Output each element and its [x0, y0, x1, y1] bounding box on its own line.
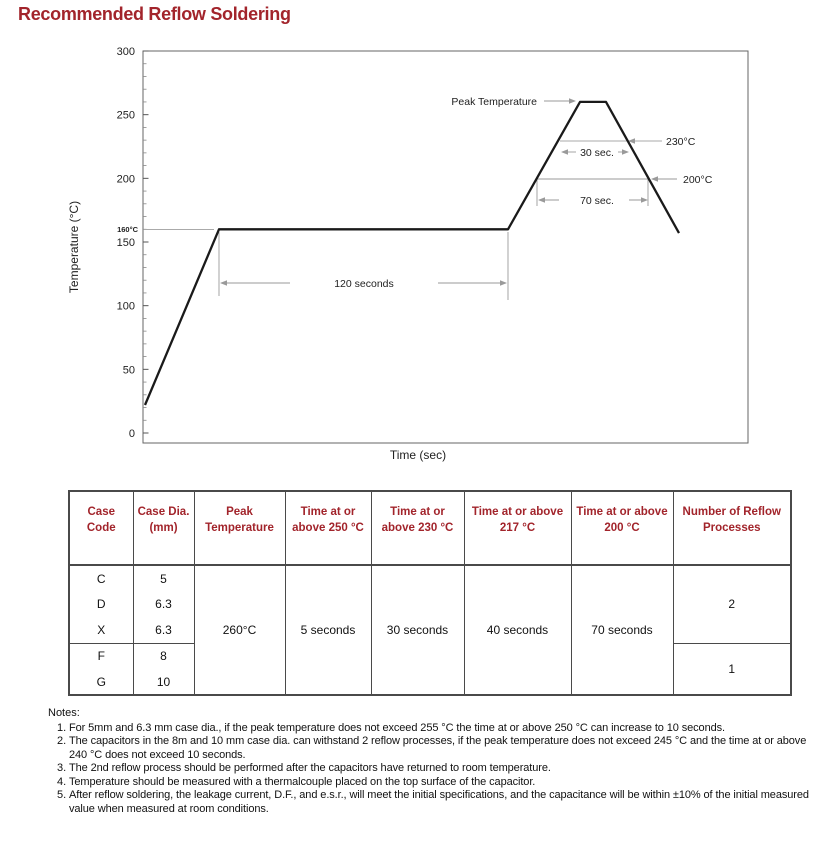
header-above-230: Time at or above 230 °C [371, 491, 464, 565]
arrowhead-left-icon [651, 176, 658, 182]
note-item [48, 735, 820, 762]
y-tick-label: 150 [116, 237, 135, 250]
y-axis-title: Temperature (°C) [67, 200, 81, 294]
above-200-label: 70 sec. [580, 195, 614, 207]
note-item [48, 789, 820, 816]
y-axis-tick-labels [117, 46, 135, 440]
reflow-count-cdx-cell: 2 [673, 565, 791, 643]
header-above-250: Time at or above 250 °C [285, 491, 371, 565]
case-code-cell: X [69, 617, 133, 643]
reflow-count-fg-cell: 1 [673, 643, 791, 695]
note-text: Temperature should be measured with a thermalcouple placed on the top surface of the capacitor. [69, 775, 536, 788]
arrowhead-right-icon [641, 197, 648, 203]
case-code-cell: D [69, 591, 133, 617]
hold-label: 120 seconds [334, 278, 394, 290]
header-case-code: Case Code [69, 491, 133, 565]
note-number: 3. [57, 762, 67, 774]
arrowhead-left-icon [538, 197, 545, 203]
above-250-cell: 5 seconds [285, 565, 371, 695]
case-dia-cell: 10 [133, 669, 194, 695]
arrowhead-left-icon [220, 280, 227, 286]
reflow-spec-table [68, 490, 792, 696]
above-230-cell: 30 seconds [371, 565, 464, 695]
table-row [69, 565, 791, 591]
header-case-dia: Case Dia. (mm) [133, 491, 194, 565]
case-dia-cell: 8 [133, 643, 194, 669]
y-tick-label: 250 [116, 109, 135, 122]
note-item [48, 762, 820, 776]
note-number: 2. [57, 735, 67, 747]
x-axis-title: Time (sec) [389, 448, 447, 462]
case-code-cell: G [69, 669, 133, 695]
note-text: The 2nd reflow process should be performed after the capacitors have returned to room temperature. [69, 762, 551, 774]
plot-frame [143, 51, 748, 443]
header-above-217: Time at or above 217 °C [464, 491, 571, 565]
y-tick-label: 100 [116, 300, 135, 313]
note-item [48, 776, 820, 790]
y-tick-label: 200 [116, 173, 135, 186]
case-dia-cell: 5 [133, 565, 194, 591]
note-number: 4. [57, 775, 67, 788]
above-200-cell: 70 seconds [571, 565, 673, 695]
above-217-cell: 40 seconds [464, 565, 571, 695]
table-header-row [69, 491, 791, 565]
line-200-label: 200°C [683, 174, 713, 186]
case-code-cell: C [69, 565, 133, 591]
peak-label: Peak Temperature [451, 96, 537, 108]
arrowhead-right-icon [569, 98, 576, 104]
case-code-cell: F [69, 643, 133, 669]
note-text: For 5mm and 6.3 mm case dia., if the peak temperature does not exceed 255 °C the time at or above 250 °C can increase to 10 seconds. [69, 721, 725, 734]
peak-temperature-cell: 260°C [194, 565, 285, 695]
y-tick-label: 0 [128, 428, 135, 440]
note-item [48, 722, 820, 736]
note-number: 5. [57, 789, 67, 801]
arrowhead-right-icon [500, 280, 507, 286]
case-dia-cell: 6.3 [133, 617, 194, 643]
notes-heading: Notes: [48, 707, 80, 719]
header-reflow-processes: Number of Reflow Processes [673, 491, 791, 565]
y-axis-ticks [143, 51, 149, 433]
y-tick-label: 50 [122, 364, 135, 377]
notes-section [48, 707, 820, 816]
arrowhead-left-icon [561, 149, 568, 155]
page-title: Recommended Reflow Soldering [18, 4, 291, 24]
case-dia-cell: 6.3 [133, 591, 194, 617]
note-text: The capacitors in the 8m and 10 mm case dia. can withstand 2 reflow processes, if the peak temperature does not exceed 245 °C and the time at or above 240 °C does not exceed 10 seconds. [69, 735, 807, 761]
note-text: After reflow soldering, the leakage current, D.F., and e.s.r., will meet the initial specifications, and the capacitance will be within ±10% of the initial measured value when measured at room conditions. [69, 789, 809, 815]
preheat-ref-label: 160°C [117, 225, 138, 234]
line-230-label: 230°C [666, 136, 696, 148]
above-230-label: 30 sec. [580, 147, 614, 159]
note-number: 1. [57, 721, 67, 734]
notes-list [48, 722, 820, 817]
arrowhead-right-icon [622, 149, 629, 155]
header-peak-temperature: Peak Temperature [194, 491, 285, 565]
header-above-200: Time at or above 200 °C [571, 491, 673, 565]
y-tick-label: 300 [116, 46, 135, 59]
